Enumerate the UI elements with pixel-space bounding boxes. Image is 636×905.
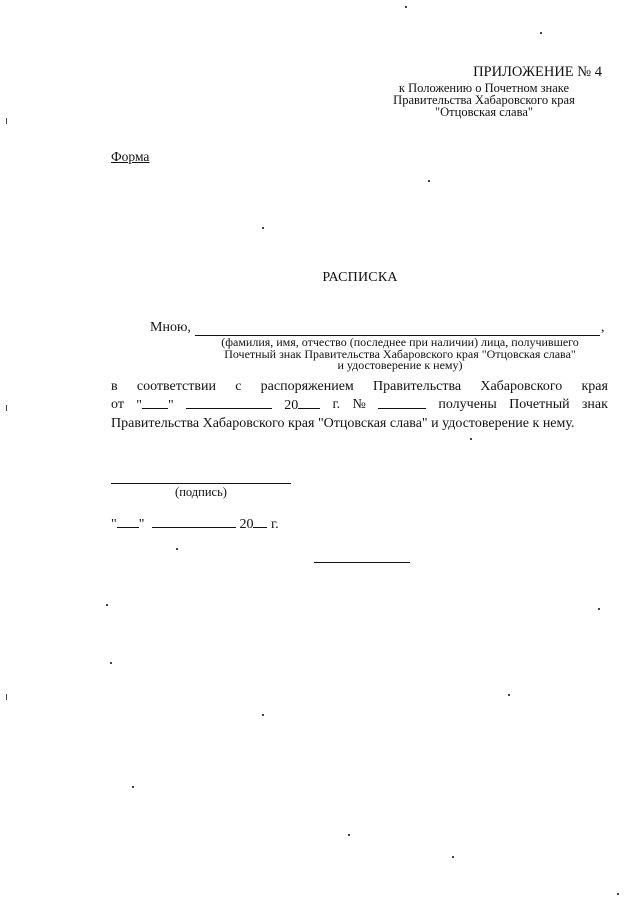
body-word: с [235,379,242,394]
quote-open: " [136,398,142,413]
scan-speck [470,438,472,440]
body-word: в [111,379,118,394]
recipient-comma: , [601,320,605,335]
body-word: знак [581,397,608,412]
scan-speck [176,548,178,550]
quote-close: " [138,517,145,532]
scan-speck [132,786,134,788]
date-year-prefix: 20 [239,517,254,532]
body-word: получены [438,397,497,412]
date-month-blank[interactable] [152,515,236,528]
signature-blank[interactable] [111,483,291,484]
quote-open: " [111,517,117,532]
appendix-line-2: Правительства Хабаровского края [393,93,575,107]
scan-speck [110,662,112,664]
signature-label: (подпись) [175,485,227,499]
order-number-sign: № [352,397,366,412]
recipient-prefix: Мною, [150,320,191,335]
order-number-blank[interactable] [378,396,426,409]
scan-speck [405,6,407,8]
order-day-field [136,396,173,415]
body-word: Почетный [509,397,570,412]
recipient-hint-line-1: (фамилия, имя, отчество (последнее при наличии) лица, получившего [221,335,579,349]
scan-speck [262,227,264,229]
quote-close: " [167,398,174,413]
scan-speck [428,180,430,182]
order-year-suffix: г. [332,397,341,412]
scan-mark [6,405,7,411]
date-day-blank[interactable] [117,515,139,528]
order-from: от [111,397,124,412]
scan-speck [598,608,600,610]
order-year-field [284,396,320,415]
appendix-title: ПРИЛОЖЕНИЕ № 4 [473,64,602,80]
body-line-1 [111,378,608,396]
date-row [111,515,279,533]
body-line-3: Правительства Хабаровского края "Отцовская слава" и удостоверение к нему. [111,416,575,431]
recipient-hint-line-2: Почетный знак Правительства Хабаровского края "Отцовская слава" [224,346,576,361]
order-year-prefix: 20 [284,398,299,413]
scan-speck [540,32,542,34]
date-year-blank[interactable] [253,515,267,528]
order-year-blank[interactable] [298,396,320,409]
form-label: Форма [111,149,150,164]
scan-speck [348,834,350,836]
scan-speck [508,694,510,696]
appendix-line-3: "Отцовская слава" [435,105,533,119]
body-word: Правительства [373,379,462,394]
recipient-hint-line-3: и удостоверение к нему) [337,358,463,372]
body-word: соответствии [136,379,216,394]
body-word: распоряжением [260,379,354,394]
date-year-suffix: г. [270,517,279,532]
scan-speck [617,893,619,895]
scan-mark [6,694,7,700]
appendix-reference [364,82,604,118]
scan-speck [106,604,108,606]
body-line-2 [111,396,608,415]
scan-speck [452,856,454,858]
appendix-line-1: к Положению о Почетном знаке [398,81,570,95]
document-title: РАСПИСКА [322,270,398,285]
order-day-blank[interactable] [142,396,168,409]
closing-separator [314,562,410,563]
order-month-blank[interactable] [186,396,272,409]
recipient-row [150,320,610,336]
recipient-hint [195,337,605,372]
body-word: Хабаровского [480,379,563,394]
body-paragraph [111,378,608,433]
scan-mark [6,118,7,124]
scan-speck [262,714,264,716]
body-word: края [581,379,608,394]
